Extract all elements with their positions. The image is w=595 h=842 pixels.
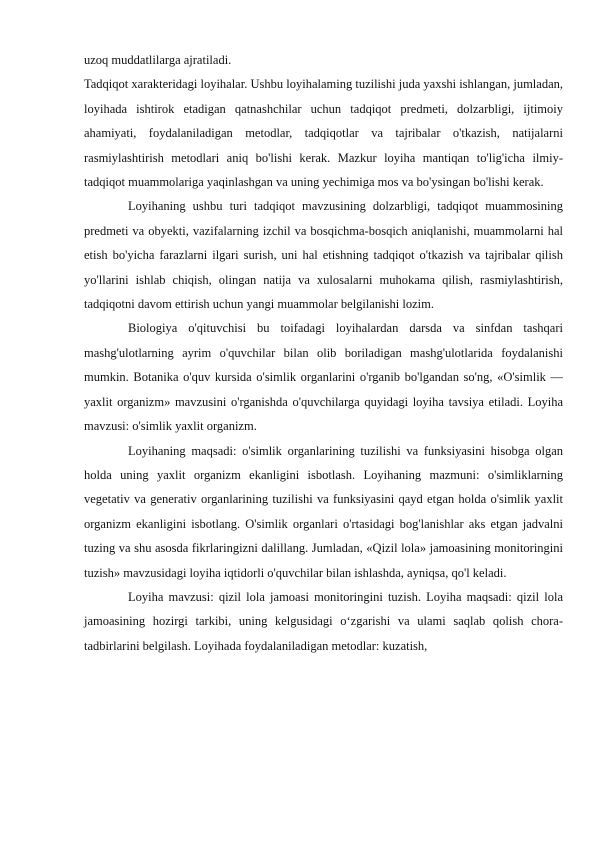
paragraph-tulip-monitoring: Loyiha mavzusi: qizil lola jamoasi monitoringini tuzish. Loyiha maqsadi: qizil lola jamoasining hozirgi tarkibi, uning kelgusidagi o‘zgarishi va ulami saqlab qolish chora-tadbirlarini belgilash. Loyihada foydalaniladigan metodlar: kuzatish, (84, 589, 563, 653)
paragraph-project-goal: Loyihaning maqsadi: o'simlik organlarining tuzilishi va funksiyasini hisobga olgan holda uning yaxlit organizm ekanligini isbotlash. Loyihaning mazmuni: o'simliklarning vegetativ va generativ organlarining tuzilishi va funksiyasini qayd etgan holda o'simlik yaxlit organizm ekanligini isbotlang. O'simlik organlari o'rtasidagi bog'lanishlar aks etgan jadvalni tuzing va shu asosda fikrlaringizni dalillang. Jumladan, «Qizil lola» jamoasining monitoringini tuzish» mavzusidagi loyiha iqtidorli o'quvchilar bilan ishlashda, ayniqsa, qo'l keladi. (84, 443, 563, 580)
paragraph-project-type: Loyihaning ushbu turi tadqiqot mavzusining dolzarbligi, tadqiqot muammosining predmeti va obyekti, vazifalarning izchil va bosqichma-bosqich aniqlanishi, muammolarni hal etish bo'yicha farazlarni ilgari surish, uni hal etishning tadqiqot o'tkazish va tajribalar qilish yo'llarini ishlab chiqish, olingan natija va xulosalarni muhokama qilish, rasmiylashtirish, tadqiqotni davom ettirish uchun yangi muammolar belgilanishi lozim. (84, 199, 563, 312)
document-page (84, 48, 563, 658)
paragraph-research-projects: Tadqiqot xarakteridagi loyihalar. Ushbu loyihalaming tuzilishi juda yaxshi ishlangan, jumladan, loyihada ishtirok etadigan qatnashchilar uchun tadqiqot predmeti, dolzarbligi, ijtimoiy ahamiyati, foydalaniladigan metodlar, tadqiqotlar va tajribalar o'tkazish, natijalarni rasmiylashtirish metodlari aniq bo'lishi kerak. Mazkur loyiha mantiqan to'lig'icha ilmiy-tadqiqot muammolariga yaqinlashgan va uning yechimiga mos va bo'ysingan bo'lishi kerak. (84, 77, 563, 190)
paragraph-biology-teacher: Biologiya o'qituvchisi bu toifadagi loyihalardan darsda va sinfdan tashqari mashg'ulotlarning ayrim o'quvchilar bilan olib boriladigan mashg'ulotlarida foydalanishi mumkin. Botanika o'quv kursida o'simlik organlarini o'rganib bo'lgandan so'ng, «O'simlik — yaxlit organizm» mavzusini o'rganishda o'quvchilarga quyidagi loyiha tavsiya etiladi. Loyiha mavzusi: o'simlik yaxlit organizm. (84, 321, 563, 434)
paragraph-continuation: uzoq muddatlilarga ajratiladi. (84, 53, 232, 67)
